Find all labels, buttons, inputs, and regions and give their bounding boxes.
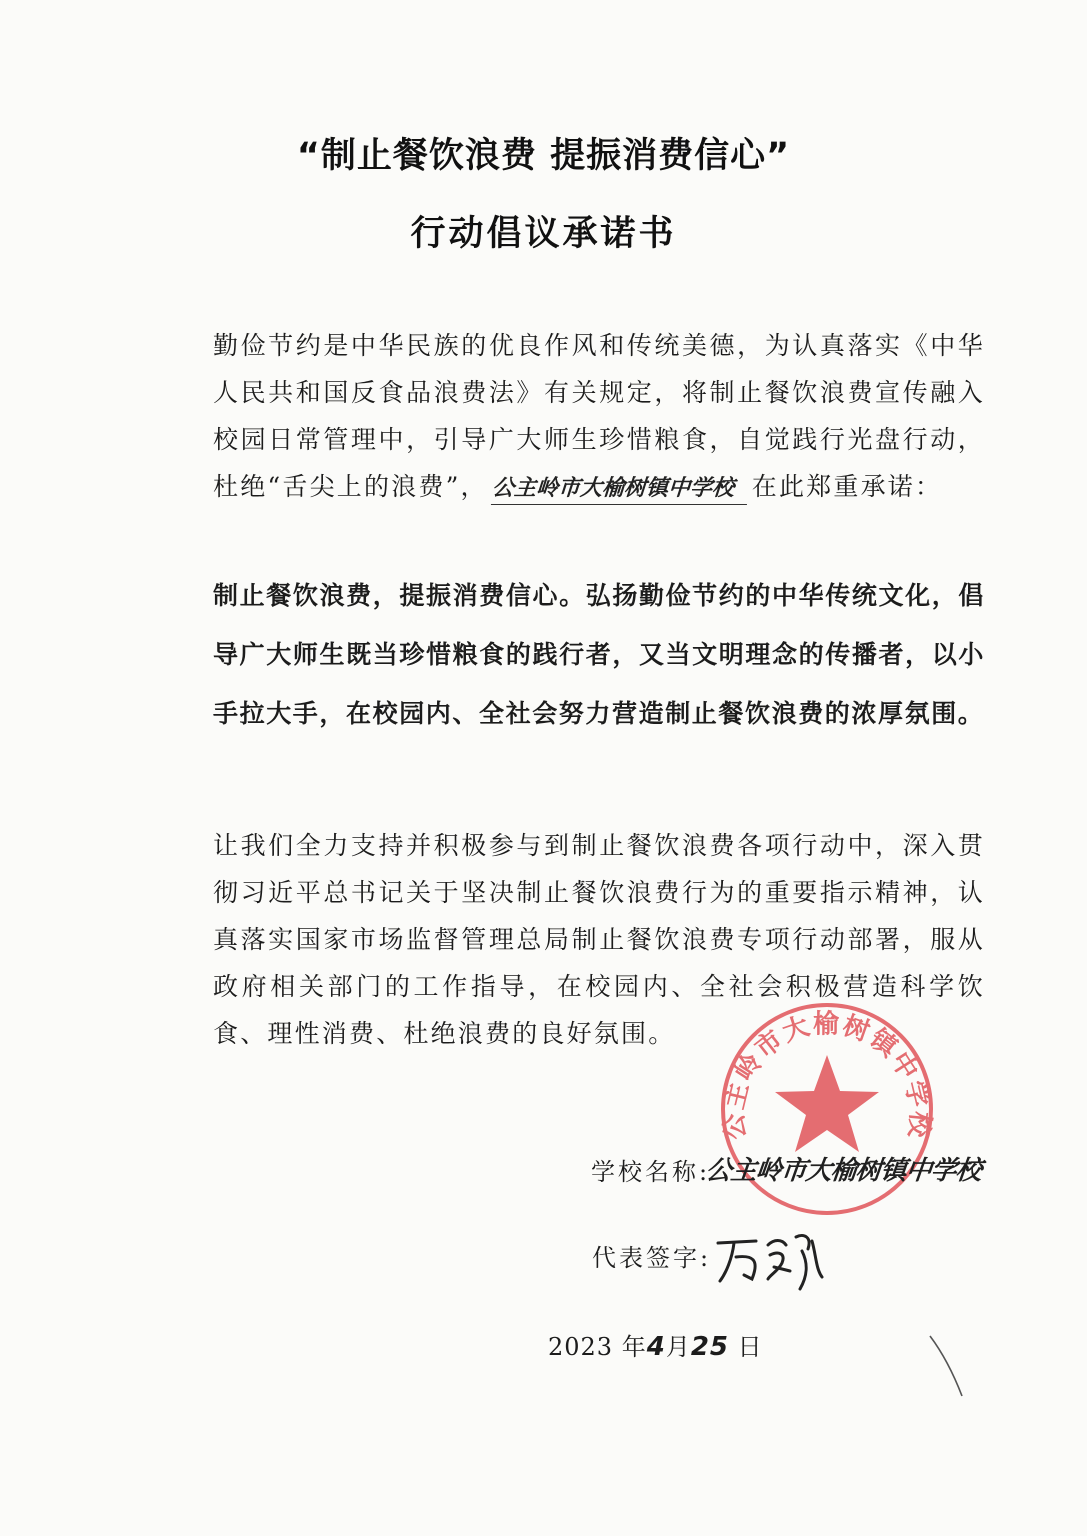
date-year-unit: 年 bbox=[621, 1333, 647, 1361]
representative-signature-label: 代表签字: bbox=[592, 1244, 712, 1272]
seal-star-icon bbox=[775, 1055, 879, 1152]
paragraph-commitment: 制止餐饮浪费，提振消费信心。弘扬勤俭节约的中华传统文化，倡导广大师生既当珍惜粮食的践行者，又当文明理念的传播者，以小手拉大手，在校园内、全社会努力营造制止餐饮浪费的浓厚氛围。 bbox=[213, 581, 985, 728]
date-month-unit: 月 bbox=[665, 1333, 691, 1361]
paragraph-intro-suffix: 在此郑重承诺： bbox=[751, 472, 943, 501]
school-name-value: 公主岭市大榆树镇中学校 bbox=[704, 1156, 983, 1186]
document-date bbox=[548, 1327, 763, 1362]
scan-mark-line bbox=[920, 1330, 970, 1400]
paragraph-call-to-action: 让我们全力支持并积极参与到制止餐饮浪费各项行动中，深入贯彻习近平总书记关于坚决制止餐饮浪费行为的重要指示精神，认真落实国家市场监督管理总局制止餐饮浪费专项行动部署，服从政府相关部门的工作指导，在校园内、全社会积极营造科学饮食、理性消费、杜绝浪费的良好氛围。 bbox=[213, 831, 985, 1048]
document-title-line2: 行动倡议承诺书 bbox=[410, 214, 677, 254]
date-day: 25 bbox=[690, 1332, 729, 1362]
school-name-label: 学校名称: bbox=[591, 1158, 711, 1186]
filled-school-name: 公主岭市大榆树镇中学校 bbox=[491, 474, 749, 505]
date-day-unit: 日 bbox=[737, 1333, 763, 1361]
date-year: 2023 bbox=[548, 1333, 614, 1361]
paragraph-intro bbox=[157, 322, 985, 510]
seal-text: 公主岭市大榆树镇中学校 bbox=[719, 1009, 935, 1141]
document-title-line1: “制止餐饮浪费 提振消费信心” bbox=[296, 136, 791, 176]
paragraph-intro-text: 勤俭节约是中华民族的优良作风和传统美德，为认真落实《中华人民共和国反食品浪费法》有关规定，将制止餐饮浪费宣传融入校园日常管理中，引导广大师生珍惜粮食，自觉践行光盘行动，杜绝“舌尖上的浪费”， bbox=[213, 331, 985, 501]
date-month: 4 bbox=[646, 1332, 666, 1362]
representative-signature bbox=[712, 1215, 832, 1295]
